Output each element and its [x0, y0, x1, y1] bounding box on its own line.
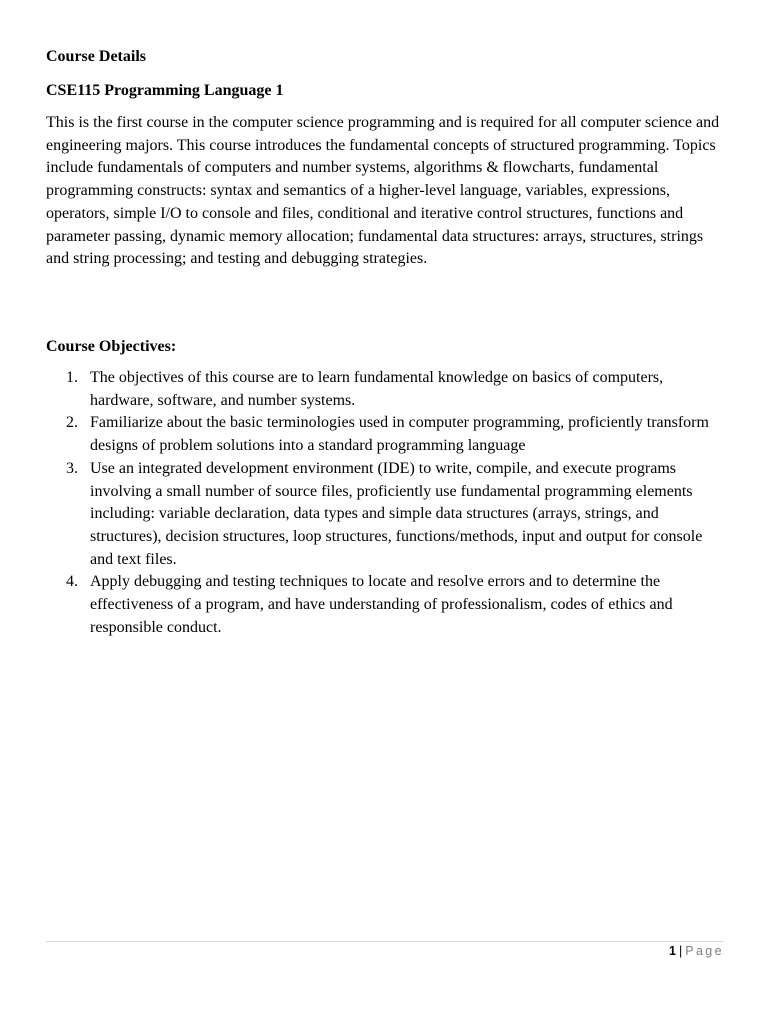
course-title: CSE115 Programming Language 1 [46, 82, 284, 99]
objective-number: 4. [66, 573, 78, 591]
objective-item [46, 571, 726, 639]
objectives-list [46, 367, 726, 639]
objective-text: The objectives of this course are to learn fundamental knowledge on basics of computers, hardware, software, and number systems. [90, 369, 664, 409]
page-footer [669, 943, 724, 959]
objective-text: Familiarize about the basic terminologies used in computer programming, proficiently transform designs of problem solutions into a standard programming language [90, 414, 709, 455]
objective-text: Use an integrated development environment (IDE) to write, compile, and execute programs involving a small number of source files, proficiently use fundamental programming elements including: variable declaration, data types and simple data structures (arrays, strings, and structures), decision structures, loop structures, functions/methods, input and output for console and text files. [90, 459, 703, 568]
page-label: Page [685, 944, 724, 958]
objective-item [46, 367, 726, 412]
objective-text: Apply debugging and testing techniques to locate and resolve errors and to determine the effectiveness of a program, and have understanding of professionalism, codes of ethics and responsible conduct. [90, 573, 673, 636]
document-page [46, 0, 726, 1024]
objective-number: 1. [66, 369, 78, 386]
objective-number: 2. [66, 414, 78, 432]
objective-item [46, 412, 726, 457]
footer-divider [46, 941, 724, 942]
objective-number: 3. [66, 459, 78, 477]
page-number: 1 [669, 944, 676, 958]
footer-separator: | [678, 944, 683, 958]
section-heading: Course Details [46, 48, 146, 65]
course-description: This is the first course in the computer science programming and is required for all computer science and engineering majors. This course introduces the fundamental concepts of structured programming. Topics include fundamentals of computers and number systems, algorithms & flowcharts, fundamental programming constructs: syntax and semantics of a higher-level language, variables, expressions, operators, simple I/O to console and files, conditional and iterative control structures, functions and parameter passing, dynamic memory allocation; fundamental data structures: arrays, structures, strings and string processing; and testing and debugging strategies. [46, 114, 720, 268]
objectives-heading: Course Objectives: [46, 338, 177, 355]
objective-item [46, 458, 726, 572]
